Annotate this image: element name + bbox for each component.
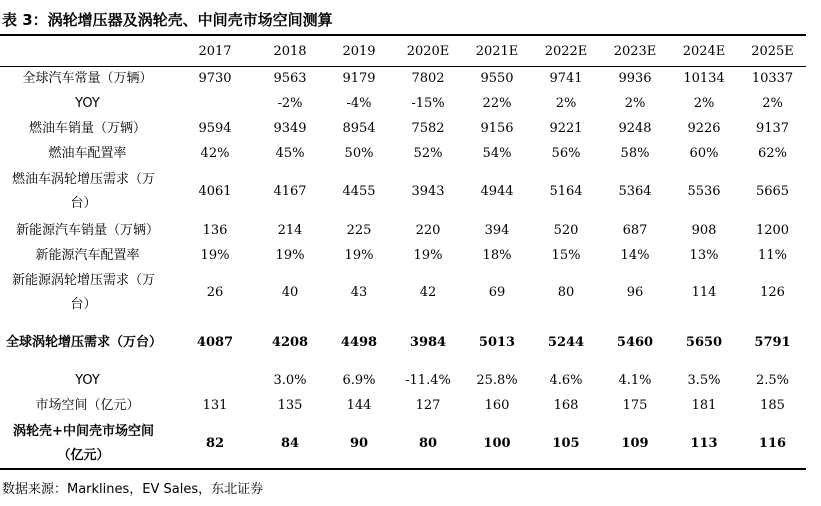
header-corner: [0, 37, 175, 66]
table-cell: 54%: [482, 145, 512, 161]
table-cell: 45%: [275, 145, 305, 161]
table-cell: 185: [760, 397, 785, 413]
table-cell: 136: [202, 222, 228, 238]
table-cell: 3984: [409, 335, 447, 350]
table-cell: 9179: [342, 70, 376, 86]
table-cell: 50%: [344, 145, 374, 161]
table-cell: 19%: [200, 247, 230, 263]
column-header: 2023E: [613, 43, 657, 59]
table-cell: 25.8%: [476, 372, 518, 388]
table-cell: 42: [419, 285, 437, 300]
column-header: 2022E: [544, 43, 588, 59]
table-cell: 62%: [758, 145, 787, 161]
table-cell: -4%: [346, 95, 372, 111]
table-cell: 5244: [547, 335, 585, 350]
table-cell: 80: [418, 435, 438, 451]
table-cell: 52%: [413, 145, 443, 161]
table-cell: 9156: [480, 120, 514, 136]
table-cell: 7582: [411, 120, 445, 136]
table-cell: 3943: [411, 184, 445, 199]
table-cell: 5536: [687, 184, 721, 199]
table-cell: 9563: [273, 70, 307, 86]
table-cell: 126: [760, 285, 785, 300]
table-cell: 1200: [755, 222, 790, 238]
table-cell: 14%: [620, 247, 650, 263]
table-cell: [175, 91, 255, 116]
table-cell: -2%: [277, 95, 303, 111]
table-cell: 13%: [689, 247, 719, 263]
table-row: [0, 66, 806, 91]
table-cell: 4498: [340, 335, 378, 350]
table-cell: 10337: [751, 70, 794, 86]
table-cell: 135: [277, 397, 303, 413]
table-cell: 9594: [198, 120, 232, 136]
source-note: 数据来源：Marklines，EV Sales，东北证券: [2, 482, 264, 497]
table-cell: 116: [758, 435, 787, 451]
table-cell: 220: [415, 222, 441, 238]
table-cell: 394: [484, 222, 510, 238]
table-cell: 6.9%: [342, 372, 376, 388]
table-cell: [175, 368, 255, 393]
table-cell: 96: [626, 285, 644, 300]
table-cell: 105: [552, 435, 580, 451]
column-header: 2017: [198, 43, 232, 59]
row-label: 全球涡轮增压需求（万台）: [6, 335, 163, 350]
table-cell: -15%: [411, 95, 445, 111]
table-title: 表 3：涡轮增压器及涡轮壳、中间壳市场空间测算: [2, 11, 333, 29]
table-cell: 168: [553, 397, 579, 413]
row-label: 燃油车涡轮增压需求（万台）: [11, 172, 155, 211]
column-header: 2020E: [406, 43, 450, 59]
column-header: 2021E: [475, 43, 519, 59]
table-cell: 9221: [549, 120, 583, 136]
table-cell: 26: [206, 285, 224, 300]
table-cell: 225: [346, 222, 372, 238]
table-cell: 82: [205, 435, 225, 451]
table-cell: 56%: [551, 145, 581, 161]
table-cell: 4087: [196, 335, 234, 350]
table-cell: 5650: [685, 335, 723, 350]
table-row: [0, 418, 806, 469]
table-body: [0, 66, 806, 469]
table-cell: 2%: [762, 95, 783, 111]
table-cell: 19%: [413, 247, 443, 263]
table-cell: 4455: [342, 184, 376, 199]
table-cell: 58%: [620, 145, 650, 161]
table-cell: 15%: [551, 247, 581, 263]
row-label: 新能源汽车配置率: [35, 247, 140, 263]
table-cell: 8954: [342, 120, 376, 136]
table-cell: 2%: [555, 95, 577, 111]
table-cell: 84: [280, 435, 300, 451]
table-cell: 5460: [616, 335, 654, 350]
table-cell: 4.6%: [549, 372, 583, 388]
table-cell: 214: [277, 222, 303, 238]
row-label: 燃油车配置率: [48, 145, 127, 161]
table-bottom-rule: [0, 468, 806, 470]
table-cell: 9137: [755, 120, 790, 136]
row-label: 新能源涡轮增压需求（万台）: [11, 273, 155, 312]
table-row: [0, 318, 806, 368]
table-cell: 9936: [618, 70, 652, 86]
table-cell: 4061: [198, 184, 232, 199]
table-cell: 9248: [618, 120, 652, 136]
table-row: [0, 268, 806, 318]
table-cell: 19%: [275, 247, 305, 263]
table-cell: 40: [281, 285, 299, 300]
row-label: YOY: [75, 95, 100, 111]
table-cell: 9730: [198, 70, 232, 86]
table-cell: 9741: [549, 70, 583, 86]
row-label: 新能源汽车销量（万辆）: [15, 222, 159, 238]
table-cell: 42%: [200, 145, 230, 161]
table-row: [0, 141, 806, 166]
table-cell: 5013: [478, 335, 516, 350]
table-cell: 22%: [482, 95, 512, 111]
table-cell: 908: [691, 222, 717, 238]
row-label: 全球汽车常量（万辆）: [22, 70, 153, 86]
table-cell: 3.5%: [687, 372, 721, 388]
column-header: 2024E: [682, 43, 726, 59]
table-cell: 4944: [480, 184, 514, 199]
table-cell: 90: [349, 435, 369, 451]
header-row: [0, 37, 806, 66]
table-cell: 43: [350, 285, 368, 300]
table-cell: 114: [691, 285, 717, 300]
column-header: 2018: [273, 43, 307, 59]
table-cell: 5665: [755, 184, 790, 199]
table-top-rule: [0, 34, 806, 36]
table-cell: 4208: [271, 335, 309, 350]
table-cell: 181: [691, 397, 717, 413]
market-estimate-table: [0, 37, 806, 469]
table-cell: 10134: [683, 70, 725, 86]
row-label: 燃油车销量（万辆）: [28, 120, 146, 136]
row-label: 市场空间（亿元）: [35, 397, 140, 413]
table-cell: 687: [622, 222, 648, 238]
table-cell: 3.0%: [273, 372, 307, 388]
table-cell: 2%: [693, 95, 715, 111]
table-cell: 9226: [687, 120, 721, 136]
table-cell: 60%: [689, 145, 719, 161]
table-cell: 9349: [273, 120, 307, 136]
table-cell: 7802: [411, 70, 445, 86]
table-cell: 160: [484, 397, 510, 413]
table-row: [0, 116, 806, 141]
table-cell: 80: [557, 285, 575, 300]
table-cell: 127: [415, 397, 441, 413]
table-cell: 100: [483, 435, 511, 451]
table-cell: 144: [346, 397, 372, 413]
table-cell: 2%: [624, 95, 646, 111]
table-cell: 2.5%: [755, 372, 790, 388]
table-row: [0, 91, 806, 116]
table-cell: 4167: [273, 184, 307, 199]
table-row: [0, 368, 806, 393]
column-header: 2025E: [751, 43, 794, 59]
table-cell: 5164: [549, 184, 583, 199]
table-cell: -11.4%: [405, 372, 451, 388]
table-cell: 69: [488, 285, 506, 300]
row-label: 涡轮壳+中间壳市场空间（亿元）: [13, 423, 154, 463]
table-cell: 175: [622, 397, 648, 413]
table-cell: 113: [690, 435, 718, 451]
table-cell: 109: [621, 435, 649, 451]
table-cell: 4.1%: [618, 372, 652, 388]
table-cell: 19%: [344, 247, 374, 263]
table-cell: 9550: [480, 70, 514, 86]
table-row: [0, 393, 806, 418]
table-cell: 18%: [482, 247, 512, 263]
table-cell: 131: [202, 397, 228, 413]
table-row: [0, 218, 806, 243]
table-cell: 11%: [758, 247, 787, 263]
table-cell: 5791: [754, 335, 791, 350]
column-header: 2019: [342, 43, 376, 59]
table-cell: 5364: [618, 184, 652, 199]
table-row: [0, 243, 806, 268]
row-label: YOY: [75, 372, 100, 388]
table-row: [0, 166, 806, 218]
table-cell: 520: [553, 222, 579, 238]
